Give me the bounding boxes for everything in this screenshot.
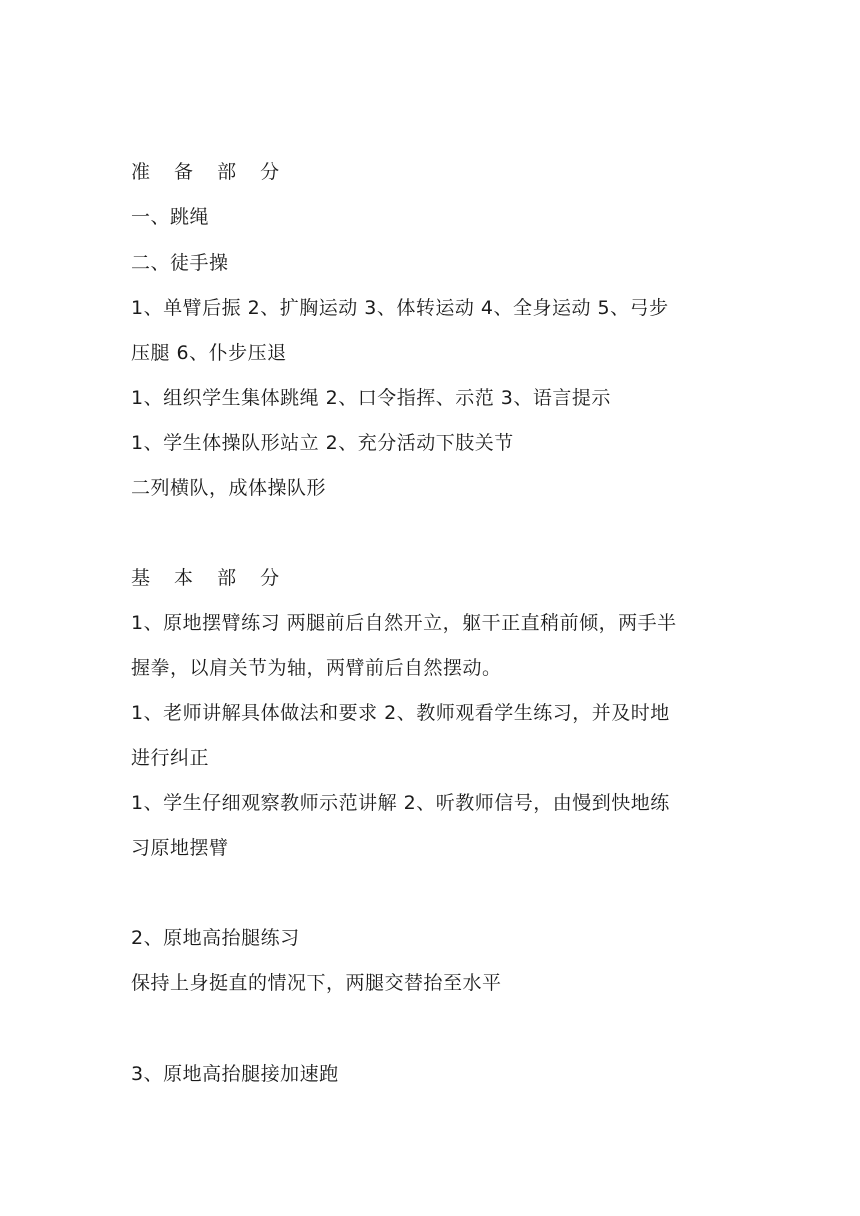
basic-drill-2-title: 2、原地高抬腿练习 [131, 927, 300, 949]
prep-student-activity: 1、学生体操队形站立 2、充分活动下肢关节 [131, 432, 514, 454]
section-heading-prep: 准 备 部 分 [131, 161, 289, 183]
prep-item-calisthenics: 二、徒手操 [131, 252, 229, 274]
basic-student-line-2: 习原地摆臂 [131, 837, 229, 859]
prep-item-jump-rope: 一、跳绳 [131, 206, 210, 228]
basic-drill-1-line-1: 1、原地摆臂练习 两腿前后自然开立，躯干正直稍前倾，两手半 [131, 612, 677, 634]
basic-drill-2-description: 保持上身挺直的情况下，两腿交替抬至水平 [131, 972, 502, 994]
basic-drill-1-line-2: 握拳，以肩关节为轴，两臂前后自然摆动。 [131, 657, 502, 679]
prep-formation: 二列横队，成体操队形 [131, 477, 327, 499]
basic-student-line-1: 1、学生仔细观察教师示范讲解 2、听教师信号，由慢到快地练 [131, 792, 670, 814]
basic-drill-3-title: 3、原地高抬腿接加速跑 [131, 1063, 339, 1085]
basic-teacher-line-2: 进行纠正 [131, 747, 210, 769]
prep-exercises-line-1: 1、单臂后振 2、扩胸运动 3、体转运动 4、全身运动 5、弓步 [131, 297, 669, 319]
prep-teacher-activity: 1、组织学生集体跳绳 2、口令指挥、示范 3、语言提示 [131, 387, 611, 409]
prep-exercises-line-2: 压腿 6、仆步压退 [131, 342, 287, 364]
section-heading-basic: 基 本 部 分 [131, 567, 289, 589]
basic-teacher-line-1: 1、老师讲解具体做法和要求 2、教师观看学生练习，并及时地 [131, 702, 670, 724]
